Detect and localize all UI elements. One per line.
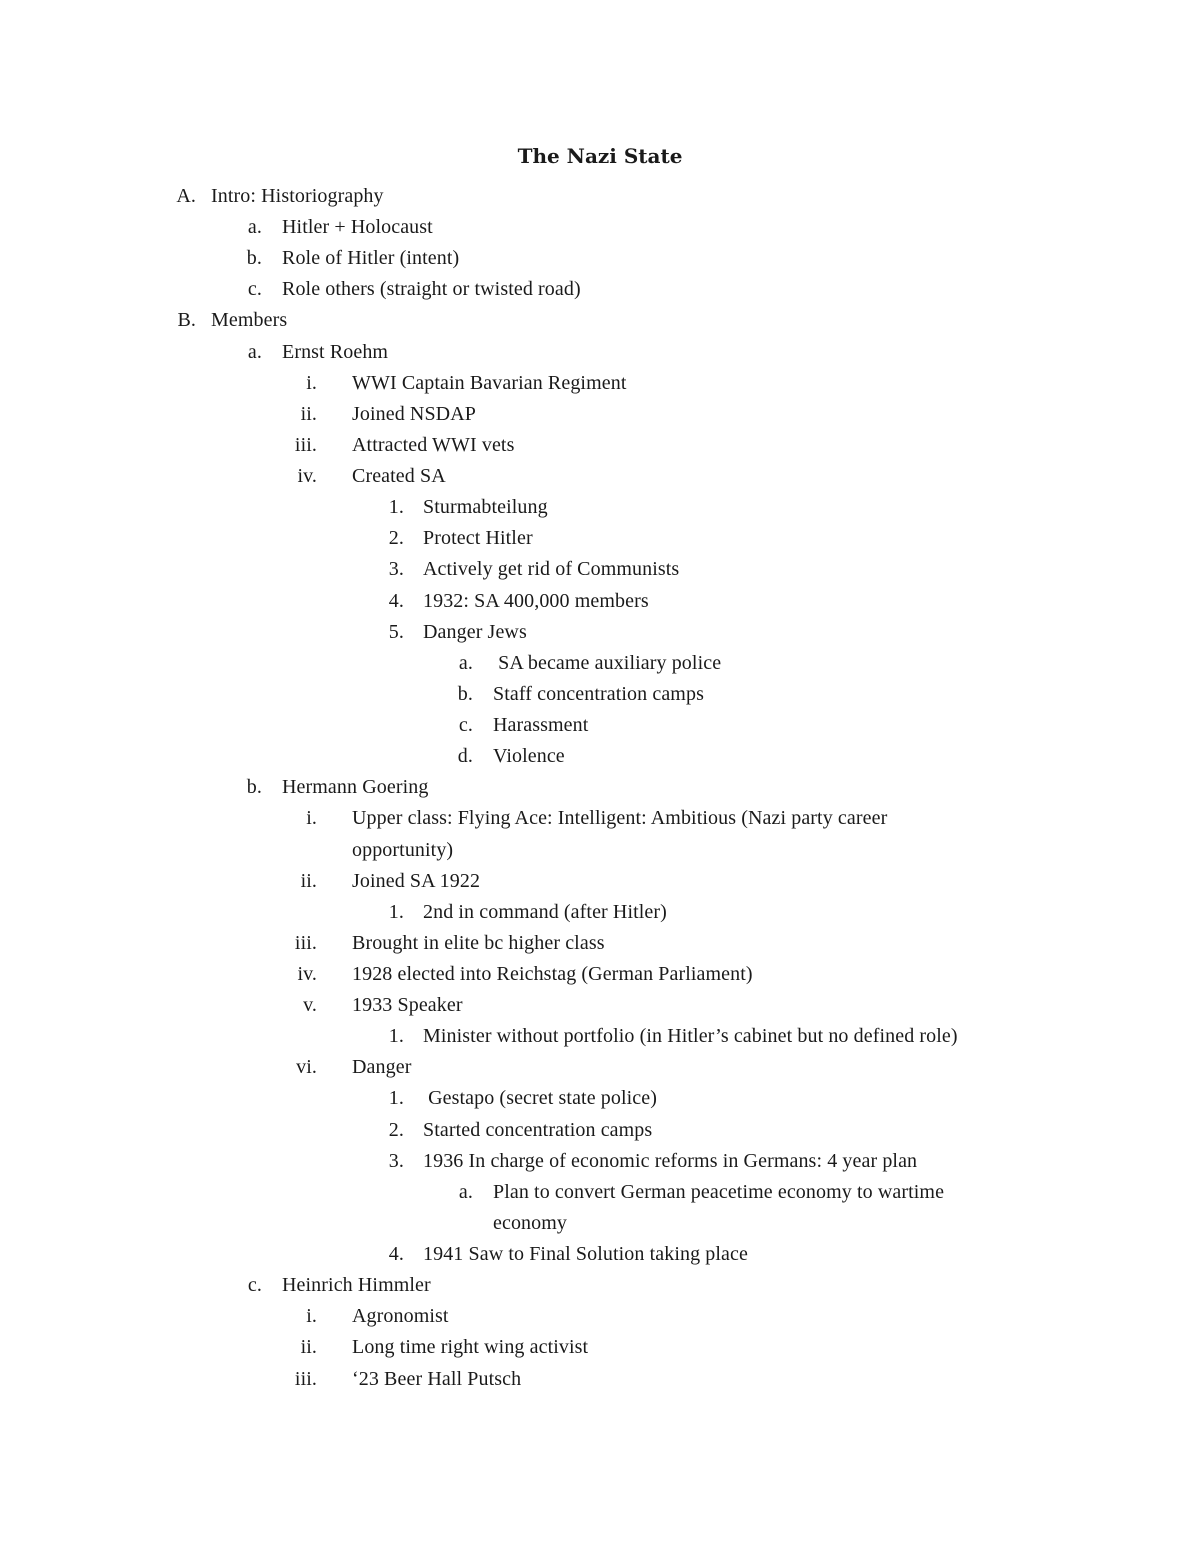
outline-item-marker: v.: [303, 994, 317, 1016]
outline-item-marker: b.: [457, 683, 473, 705]
outline-item-marker: 5.: [388, 621, 404, 643]
outline-item-marker: iv.: [297, 465, 317, 487]
outline-item-text: Agronomist: [352, 1305, 449, 1327]
outline-item-marker: ii.: [300, 870, 317, 892]
outline-item-text: Violence: [493, 745, 565, 767]
outline-item-marker: 1.: [388, 901, 404, 923]
outline-item-text: Danger: [352, 1056, 412, 1078]
outline-item-text: Joined NSDAP: [352, 403, 476, 425]
outline-item-marker: i.: [306, 807, 317, 829]
outline-item-text: 1928 elected into Reichstag (German Parliament): [352, 963, 753, 985]
outline-item-text: Ernst Roehm: [282, 341, 389, 363]
outline-item-text: WWI Captain Bavarian Regiment: [352, 372, 627, 394]
outline-item-marker: 2.: [388, 1119, 404, 1141]
outline-item-marker: 4.: [388, 1243, 404, 1265]
outline-item-marker: 3.: [388, 1150, 404, 1172]
outline-item-marker: 1.: [388, 1087, 404, 1109]
outline-item-text: Intro: Historiography: [211, 185, 384, 207]
outline-item-marker: i.: [306, 1305, 317, 1327]
outline-item-marker: i.: [306, 372, 317, 394]
outline-item-text: Protect Hitler: [423, 527, 533, 549]
outline-item-marker: A.: [176, 185, 196, 207]
outline-item-text: Attracted WWI vets: [352, 434, 515, 456]
outline-item-text: opportunity): [352, 839, 454, 861]
outline-item-marker: c.: [247, 1274, 262, 1296]
outline-item-text: ‘23 Beer Hall Putsch: [352, 1368, 522, 1390]
outline-item-text: Plan to convert German peacetime economy to wartime: [493, 1181, 945, 1203]
outline-item-marker: b.: [246, 776, 262, 798]
outline-item-text: 1936 In charge of economic reforms in Germans: 4 year plan: [423, 1150, 918, 1172]
outline-item-marker: d.: [457, 745, 473, 767]
outline-item-marker: vi.: [296, 1056, 317, 1078]
outline-item-text: Harassment: [493, 714, 589, 736]
outline-item-marker: a.: [247, 341, 262, 363]
outline-item-text: Gestapo (secret state police): [423, 1087, 658, 1109]
outline-item-text: Long time right wing activist: [352, 1336, 589, 1358]
outline-item-text: Heinrich Himmler: [282, 1274, 431, 1296]
outline-item-marker: iii.: [294, 1368, 317, 1390]
outline-item-text: Actively get rid of Communists: [423, 558, 680, 580]
outline-item-marker: ii.: [300, 403, 317, 425]
outline-item-text: Upper class: Flying Ace: Intelligent: Ambitious (Nazi party career: [352, 807, 888, 829]
outline-item-marker: iii.: [294, 932, 317, 954]
outline-item-marker: B.: [177, 309, 196, 331]
outline-item-text: Hitler + Holocaust: [282, 216, 433, 238]
outline-item-marker: 3.: [388, 558, 404, 580]
outline-item-marker: b.: [246, 247, 262, 269]
outline-item-text: 2nd in command (after Hitler): [423, 901, 667, 923]
outline-item-text: Danger Jews: [423, 621, 527, 643]
outline-item-marker: 1.: [388, 1025, 404, 1047]
outline-item-text: Brought in elite bc higher class: [352, 932, 605, 954]
outline-item-text: 1941 Saw to Final Solution taking place: [423, 1243, 748, 1265]
outline-item-text: Joined SA 1922: [352, 870, 481, 892]
outline-item-text: Members: [211, 309, 288, 331]
outline-item-marker: a.: [247, 216, 262, 238]
outline-item-marker: 1.: [388, 496, 404, 518]
outline-item-marker: c.: [247, 278, 262, 300]
outline-item-text: Created SA: [352, 465, 446, 487]
outline-item-text: Minister without portfolio (in Hitler’s cabinet but no defined role): [423, 1025, 958, 1047]
outline-item-marker: iv.: [297, 963, 317, 985]
outline-item-text: Sturmabteilung: [423, 496, 548, 518]
outline-item-text: 1933 Speaker: [352, 994, 463, 1016]
outline-item-text: Hermann Goering: [282, 776, 429, 798]
outline-item-text: Started concentration camps: [423, 1119, 653, 1141]
outline-item-marker: a.: [458, 1181, 473, 1203]
outline-item-text: Staff concentration camps: [493, 683, 704, 705]
outline-item-marker: a.: [458, 652, 473, 674]
document-title: The Nazi State: [517, 144, 683, 168]
outline-item-marker: ii.: [300, 1336, 317, 1358]
outline-item-text: Role of Hitler (intent): [282, 247, 460, 269]
outline-item-marker: c.: [458, 714, 473, 736]
outline-item-text: economy: [493, 1212, 568, 1234]
outline-item-marker: iii.: [294, 434, 317, 456]
outline-item-text: 1932: SA 400,000 members: [423, 590, 649, 612]
outline-item-marker: 4.: [388, 590, 404, 612]
outline-item-text: Role others (straight or twisted road): [282, 278, 581, 300]
outline-item-marker: 2.: [388, 527, 404, 549]
outline-item-text: SA became auxiliary police: [493, 652, 722, 674]
